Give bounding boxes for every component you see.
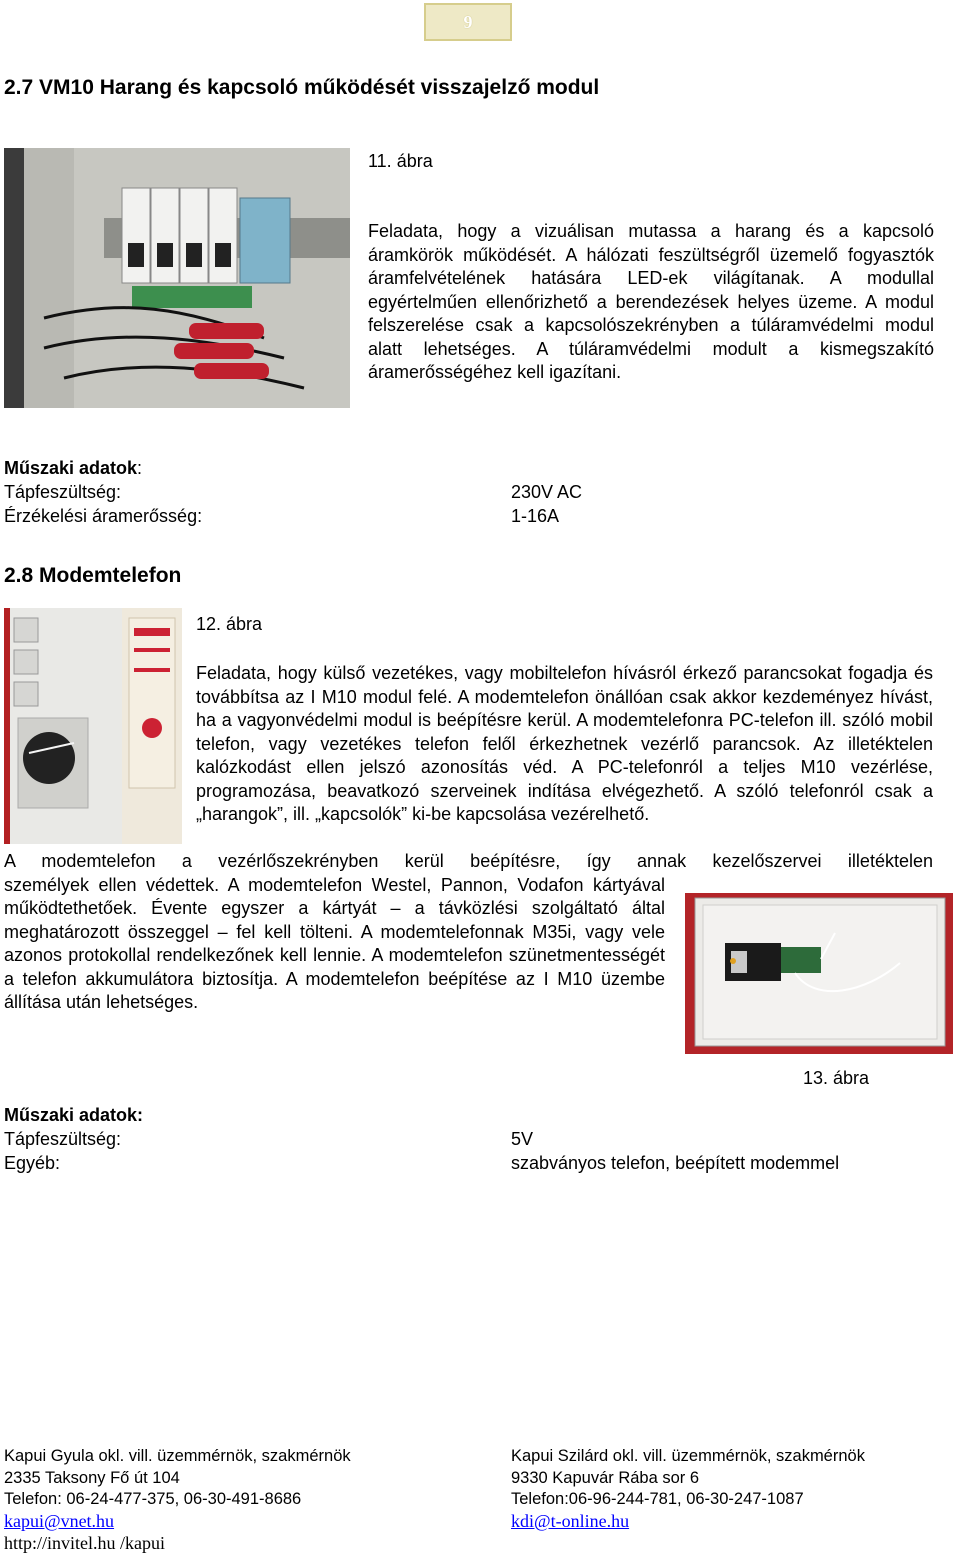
spec1-value-current: 1-16A <box>511 506 560 526</box>
spec2-label-voltage: Tápfeszültség: <box>4 1129 122 1149</box>
footer-left <box>4 1446 351 1556</box>
section2-paragraph2-first-line <box>4 850 933 874</box>
section2-paragraph2 <box>4 874 665 1015</box>
figure-12-photo <box>4 608 182 844</box>
section2-paragraph2-first-line-text: A modemtelefon a vezérlőszekrényben kerül beépítésre, így annak kezelőszervei illetéktelen <box>4 851 933 871</box>
section1-paragraph-text: Feladata, hogy a vizuálisan mutassa a harang és a kapcsoló áramkörök működését. A hálózati feszültségről üzemelő fogyasztók áramfelvételének hatására LED-ek világítanak. A modullal egyértelműen ellenőrizhető a berendezések helyes üzeme. A modul felszerelése csak a kapcsolószekrényben a túláramvédelmi modul alatt lehetséges. A túláramvédelmi modult a kismegszakító áramerősségéhez kell igazítani. <box>368 221 934 382</box>
section2-paragraph1-text: Feladata, hogy külső vezetékes, vagy mobiltelefon hívásról érkező parancsokat fogadja és továbbítsa az I M10 modul felé. A modemtelefon önállóan csak akkor kezdeményez hívást, ha a vagyonvédelmi modul is beépítésre kerül. A modemtelefonra PC-telefon ill. szóló mobil telefon, vagy vezetékes telefon felől érkezhetnek vezérlő parancsok. Az illetéktelen kalózkodást ellen jelszó azonosítás véd. A PC-telefonról a teljes M10 vezérlése, programozása, beavatkozó szerveinek indítása elvégezhető. A szóló telefonról csak a „harangok”, ill. „kapcsolók” ki-be kapcsolása vezérelhető. <box>196 663 933 824</box>
spec1-label-voltage: Tápfeszültség: <box>4 482 122 502</box>
specs1-heading <box>4 456 142 480</box>
spec2-value-voltage: 5V <box>511 1129 534 1149</box>
footer-right <box>511 1446 865 1533</box>
spec1-value-voltage: 230V AC <box>511 482 583 502</box>
spec2-value-other: szabványos telefon, beépített modemmel <box>511 1153 840 1173</box>
footer-left-phone: Telefon: 06-24-477-375, 06-30-491-8686 <box>4 1490 302 1508</box>
footer-right-address: 9330 Kapuvár Rába sor 6 <box>511 1468 700 1487</box>
footer-left-email-link[interactable]: kapui@vnet.hu <box>4 1510 115 1531</box>
figure-12-caption: 12. ábra <box>196 614 263 634</box>
figure-11-caption: 11. ábra <box>368 151 433 171</box>
section1-paragraph <box>368 220 934 385</box>
section2-paragraph2-text: személyek ellen védettek. A modemtelefon Westel, Pannon, Vodafon kártyával működtethetőek. Évente egyszer a kártyát – a távközlési szolgáltató által meghatározott összeggel – fel kell tölteni. A modemtelefonnak M35i, vagy vele azonos protokollal rendelkezőnek kell lennie. A modemtelefon szünetmentességét a telefon akkumulátora biztosítja. A modemtelefon beépítése az I M10 üzembe állítása után lehetséges. <box>4 874 665 1012</box>
figure-13-photo <box>685 893 953 1054</box>
footer-left-web: http://invitel.hu /kapui <box>4 1533 165 1553</box>
spec1-label-current: Érzékelési áramerősség: <box>4 506 203 526</box>
specs1-heading-text: Műszaki adatok <box>4 458 138 478</box>
section-heading-vm10: 2.7 VM10 Harang és kapcsoló működését visszajelző modul <box>4 76 600 99</box>
footer-right-name: Kapui Szilárd okl. vill. üzemmérnök, szakmérnök <box>511 1447 865 1465</box>
page-number-text: 9 <box>463 11 473 32</box>
spec2-label-other: Egyéb: <box>4 1153 61 1173</box>
specs1-heading-colon: : <box>137 458 143 478</box>
footer-right-email-link[interactable]: kdi@t-online.hu <box>511 1510 630 1531</box>
footer-right-phone: Telefon:06-96-244-781, 06-30-247-1087 <box>511 1490 804 1508</box>
figure-11-photo <box>4 148 350 408</box>
specs2-heading: Műszaki adatok: <box>4 1105 144 1125</box>
figure-13-caption: 13. ábra <box>803 1068 870 1088</box>
section-heading-modemtelefon: 2.8 Modemtelefon <box>4 564 182 587</box>
footer-left-name: Kapui Gyula okl. vill. üzemmérnök, szakmérnök <box>4 1447 351 1465</box>
footer-left-address: 2335 Taksony Fő út 104 <box>4 1468 180 1487</box>
section2-paragraph1 <box>196 662 933 827</box>
page-number <box>424 3 512 41</box>
